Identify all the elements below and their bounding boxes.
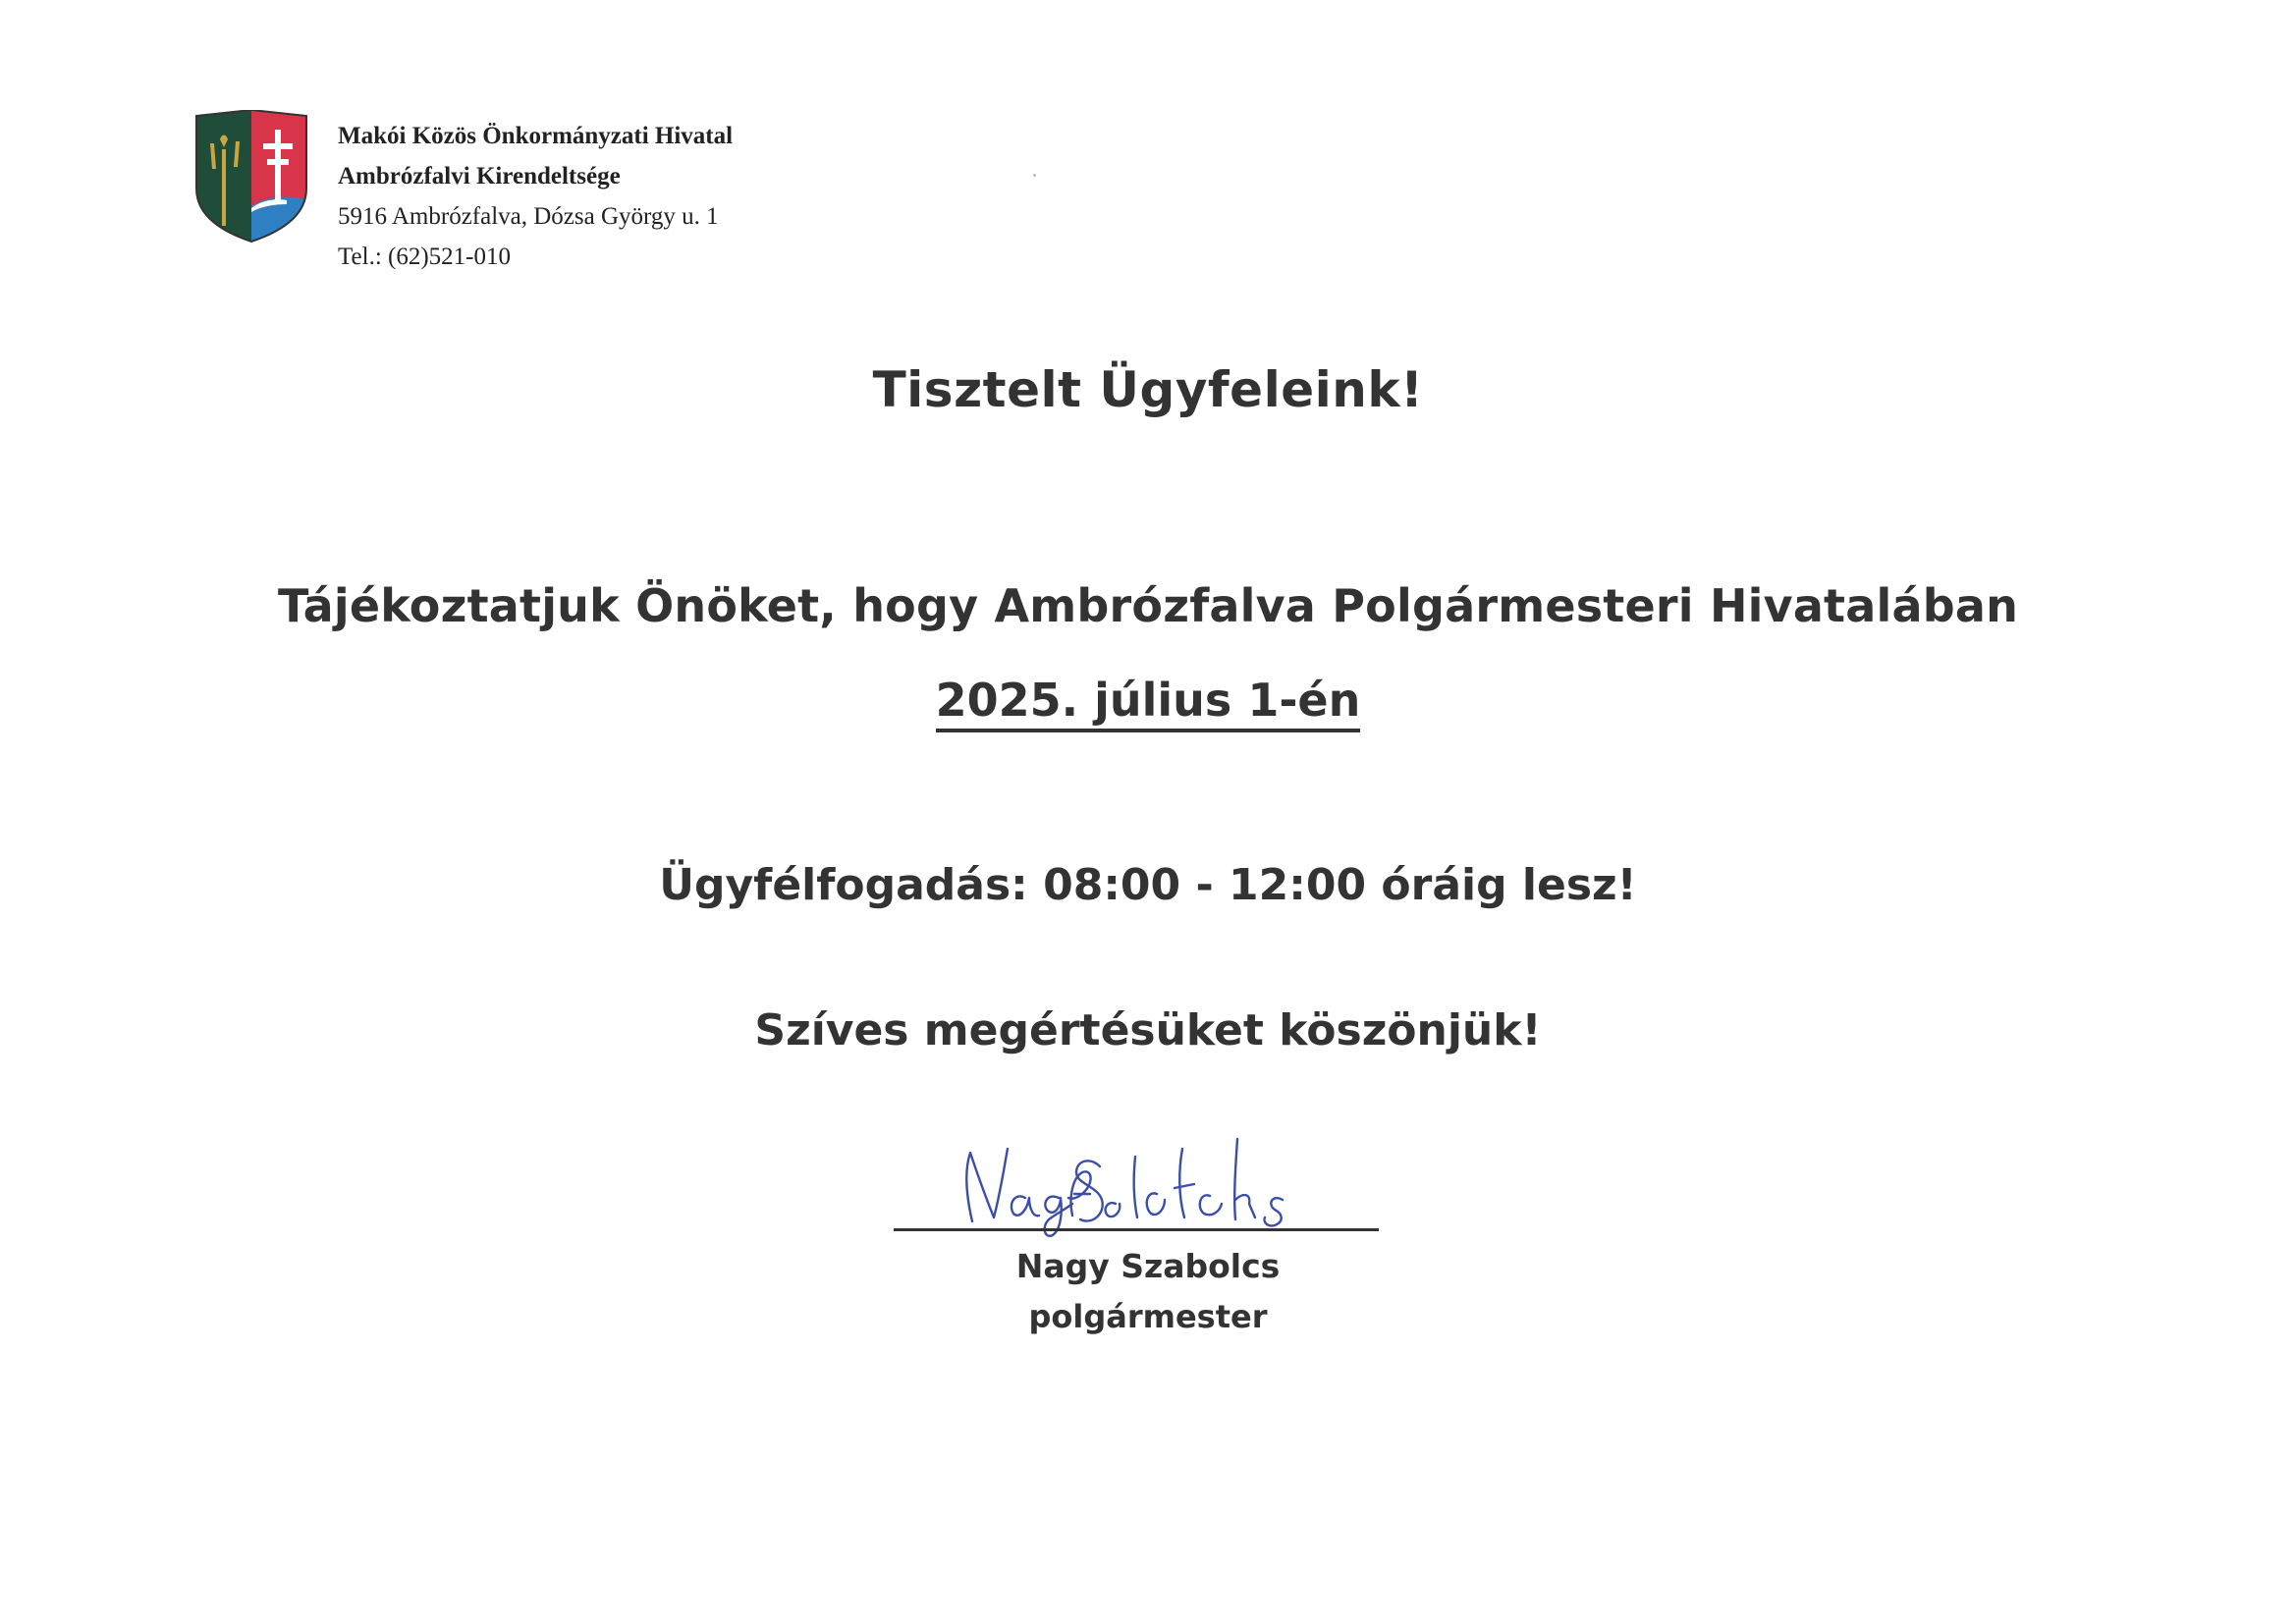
signer-name: Nagy Szabolcs bbox=[1015, 1247, 1281, 1285]
office-address: 5916 Ambrózfalva, Dózsa György u. 1 bbox=[338, 203, 719, 230]
coat-of-arms-icon bbox=[192, 110, 310, 243]
scan-speck bbox=[1033, 174, 1036, 177]
signature-line bbox=[894, 1228, 1379, 1231]
thanks-line: Szíves megértésüket köszönjük! bbox=[754, 1005, 1542, 1055]
date-line bbox=[0, 674, 2296, 727]
office-phone: Tel.: (62)521-010 bbox=[338, 243, 511, 270]
signer-title: polgármester bbox=[1028, 1298, 1268, 1335]
letterhead bbox=[192, 110, 880, 277]
greeting-heading: Tisztelt Ügyfeleink! bbox=[872, 361, 1424, 418]
office-name: Makói Közös Önkormányzati Hivatal bbox=[338, 123, 734, 149]
notice-date: 2025. július 1-én bbox=[936, 674, 1361, 732]
office-hours-line: Ügyfélfogadás: 08:00 - 12:00 óráig lesz! bbox=[659, 860, 1637, 910]
branch-name: Ambrózfalvi Kirendeltsége bbox=[338, 163, 621, 189]
inform-line: Tájékoztatjuk Önöket, hogy Ambrózfalva Polgármesteri Hivatalában bbox=[277, 579, 2019, 632]
